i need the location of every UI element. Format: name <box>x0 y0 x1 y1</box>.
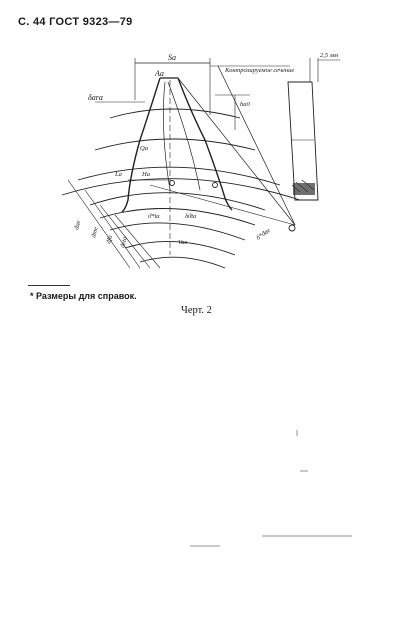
footnote-rule <box>28 285 70 286</box>
label-2-5mm: 2,5 мм <box>320 52 339 59</box>
radial-line-1 <box>178 78 295 225</box>
label-deta: deta <box>119 235 129 249</box>
label-dme: dme <box>90 226 100 239</box>
label-aa: Aa <box>155 69 164 78</box>
arc-1 <box>110 109 240 118</box>
label-qa: Qa <box>140 145 148 152</box>
point-marker-3 <box>289 225 295 231</box>
footnote: * Размеры для справок. <box>30 291 137 301</box>
label-sa: Sa <box>168 53 176 62</box>
label-control-section: Контролируемое сечение <box>225 67 295 74</box>
label-dv-star: δ*ϑae <box>255 226 272 242</box>
arc-5 <box>90 193 265 210</box>
arc-3 <box>78 167 280 185</box>
scan-artifact <box>190 545 220 547</box>
scan-artifact <box>296 430 298 436</box>
arc-4 <box>62 179 300 200</box>
section-profile <box>288 82 318 200</box>
scan-artifact <box>300 470 308 472</box>
scan-artifact <box>262 535 352 537</box>
label-dfa: dfa <box>105 234 115 245</box>
label-v-star: ϑ*ta <box>148 213 160 220</box>
label-dae: dae <box>73 219 83 231</box>
label-v-ae: Vae <box>178 239 188 246</box>
inner-profile-left <box>163 82 170 190</box>
tooth-right-flank <box>178 78 232 210</box>
label-la: La <box>115 171 122 178</box>
point-marker-2 <box>213 183 218 188</box>
inner-profile-right <box>168 82 200 190</box>
figure-caption: Черт. 2 <box>181 305 212 316</box>
arc-7 <box>110 223 245 240</box>
radial-line-2 <box>218 66 295 225</box>
arc-9 <box>140 257 225 268</box>
label-ha: Ha <box>142 171 150 178</box>
page-header: С. 44 ГОСТ 9323—79 <box>18 16 133 28</box>
label-ha0: ha0 <box>240 101 250 108</box>
label-delta-ra: δara <box>88 93 103 102</box>
gear-tooth-drawing <box>0 0 415 300</box>
label-dv-ta: δϑta <box>185 213 197 220</box>
